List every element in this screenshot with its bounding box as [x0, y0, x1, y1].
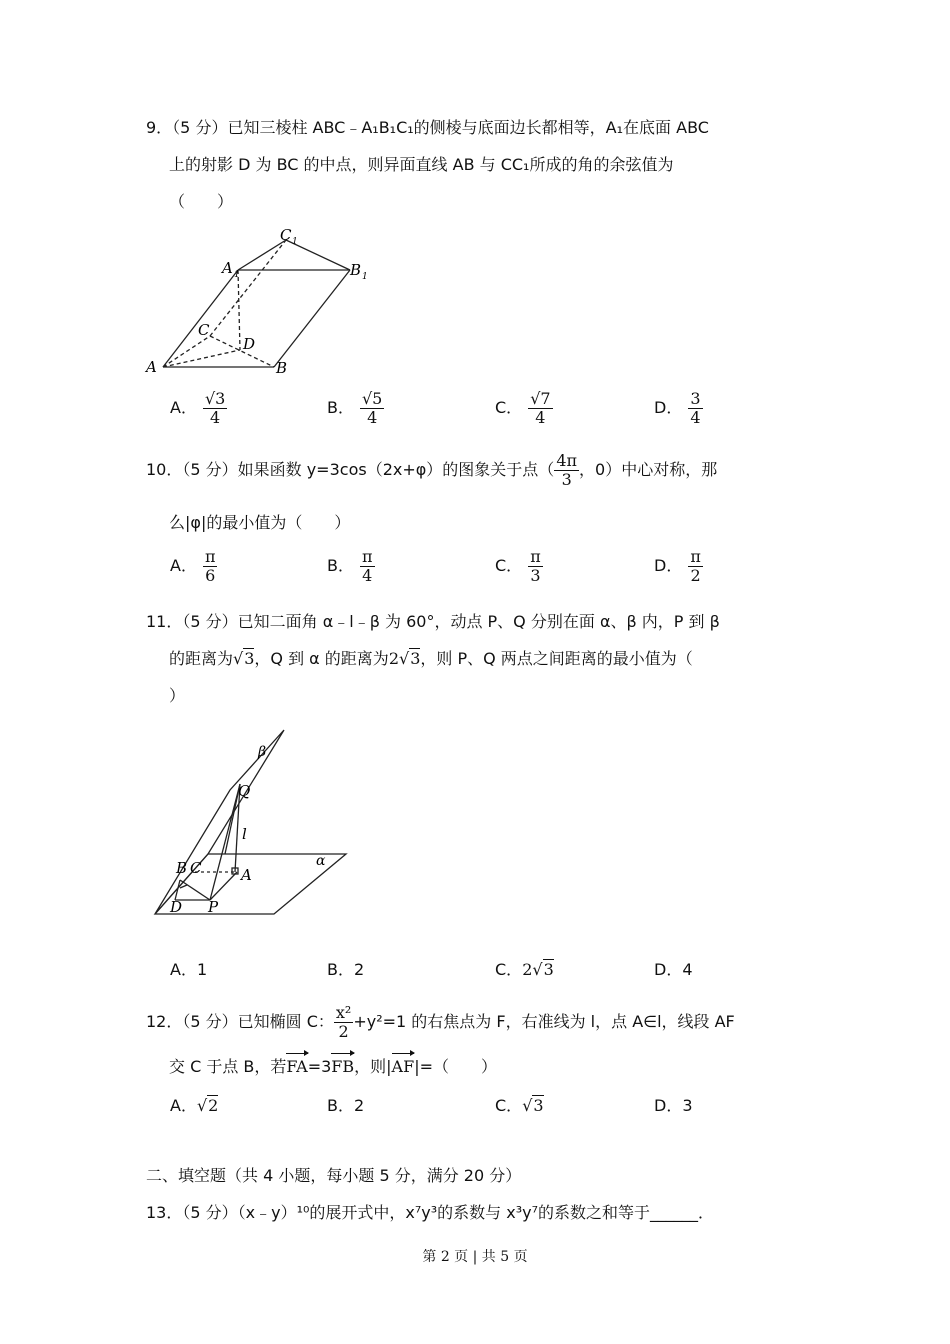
- q13-text: 13．（5 分）（x﹣y）¹⁰的展开式中，x⁷y³的系数与 x³y⁷的系数之和等于______．: [146, 1203, 715, 1222]
- q9-line2: 上的射影 D 为 BC 的中点，则异面直线 AB 与 CC₁所成的角的余弦值为: [169, 155, 674, 174]
- q9-line1: 9．（5 分）已知三棱柱 ABC﹣A₁B₁C₁的侧棱与底面边长都相等，A₁在底面 ABC: [146, 118, 709, 137]
- vector-fa: FA: [286, 1057, 308, 1076]
- q9-label-D: D: [243, 335, 256, 353]
- q10-line2: 么|φ|的最小值为（ ）: [169, 513, 351, 532]
- q11-label-P: P: [208, 898, 219, 916]
- q9-label-B: B: [276, 359, 288, 377]
- q9-option-a[interactable]: A． $\frac{√3}{4}$: [170, 389, 226, 427]
- q11-label-beta: β: [258, 744, 267, 760]
- q9-option-c[interactable]: C． $\frac{√7}{4}$: [495, 389, 551, 427]
- vector-af: AF: [391, 1057, 415, 1076]
- q11-label-l: l: [242, 825, 247, 843]
- q9-label-B1-sub: 1: [362, 272, 368, 282]
- q11-line2: 的距离为√3，Q 到 α 的距离为2√3，则 P、Q 两点之间距离的最小值为（: [169, 649, 693, 668]
- q11-option-c[interactable]: C．2√3: [495, 960, 554, 979]
- q11-label-alpha: α: [316, 853, 326, 869]
- q11-label-B: B: [176, 859, 188, 877]
- q11-label-Q: Q: [238, 782, 251, 800]
- vector-fb: FB: [331, 1057, 355, 1076]
- q9-prism-figure: [140, 222, 380, 382]
- q9-line3: （ ）: [169, 192, 234, 211]
- section-heading: 二、填空题（共 4 小题，每小题 5 分，满分 20 分）: [146, 1166, 522, 1185]
- q12-line1: 12．（5 分）已知椭圆 C： $\frac{\text{x²}}{2}$ +y²=1 的右焦点为 F，右准线为 l，点 A∈l，线段 AF: [146, 1003, 735, 1041]
- q9-label-C1-sub: 1: [292, 237, 298, 247]
- q11-dihedral-figure: [140, 722, 360, 922]
- q9-label-C: C: [198, 321, 210, 339]
- q11-label-C: C: [190, 859, 202, 877]
- q10-option-d[interactable]: D． $\frac{\pi}{2}$: [654, 547, 701, 585]
- q11-option-a[interactable]: A．1: [170, 960, 208, 979]
- q11-line3: ）: [169, 686, 186, 705]
- q12-option-a[interactable]: A．√2: [170, 1096, 219, 1115]
- q11-option-d[interactable]: D．4: [654, 960, 693, 979]
- q11-option-b[interactable]: B．2: [327, 960, 365, 979]
- q9-label-B1: B: [350, 261, 362, 279]
- q12-option-c[interactable]: C．√3: [495, 1096, 544, 1115]
- q12-option-d[interactable]: D．3: [654, 1096, 693, 1115]
- q9-option-d[interactable]: D． $\frac{3}{4}$: [654, 389, 701, 427]
- q12-line2: 交 C 于点 B，若FA=3FB，则|AF|=（ ）: [169, 1057, 498, 1076]
- q9-label-A1: A: [222, 259, 233, 277]
- q11-line1: 11．（5 分）已知二面角 α﹣l﹣β 为 60°，动点 P、Q 分别在面 α、β 内，P 到 β: [146, 612, 720, 631]
- q9-label-A1-sub: 1: [234, 270, 240, 280]
- q10-line1: 10．（5 分）如果函数 y=3cos（2x+φ）的图象关于点（ $\frac{4\pi}{3}$ ，0）中心对称，那: [146, 451, 718, 489]
- q9-label-A: A: [146, 358, 157, 376]
- q11-label-D: D: [170, 898, 183, 916]
- q10-option-c[interactable]: C． $\frac{\pi}{3}$: [495, 547, 541, 585]
- q11-label-A: A: [241, 866, 252, 884]
- q10-option-b[interactable]: B． $\frac{\pi}{4}$: [327, 547, 373, 585]
- q10-option-a[interactable]: A． $\frac{\pi}{6}$: [170, 547, 216, 585]
- page-footer: 第 2 页 | 共 5 页: [422, 1249, 528, 1265]
- q12-option-b[interactable]: B．2: [327, 1096, 365, 1115]
- q9-label-C1: C: [280, 226, 292, 244]
- q9-option-b[interactable]: B． $\frac{√5}{4}$: [327, 389, 383, 427]
